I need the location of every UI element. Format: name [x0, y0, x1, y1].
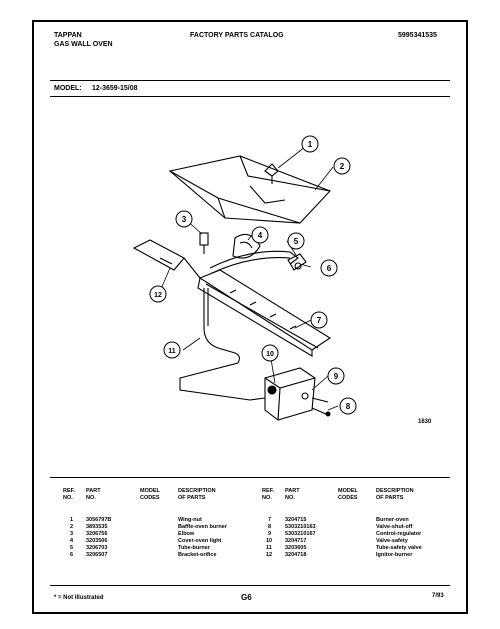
- burner-drawing: [198, 270, 330, 356]
- svg-text:6: 6: [326, 264, 332, 273]
- part-no: 3203506: [86, 538, 108, 544]
- svg-text:3: 3: [181, 215, 187, 224]
- ref-no: 12: [266, 552, 273, 558]
- svg-text:7: 7: [316, 316, 322, 325]
- part-desc: Elbow: [178, 531, 195, 537]
- hdr-ref: REF.: [63, 488, 75, 494]
- hdr-of-parts: OF PARTS: [178, 495, 206, 501]
- callout-1: [302, 136, 318, 152]
- header-divider: [50, 80, 450, 81]
- footnote: * = Not Illustrated: [54, 595, 104, 601]
- callout-6: [321, 260, 337, 276]
- hdr-part: PART: [86, 488, 101, 494]
- model-divider: [50, 96, 450, 97]
- svg-text:12: 12: [154, 292, 162, 299]
- part-no: 3206703: [86, 545, 108, 551]
- revision-date: 7/93: [432, 593, 444, 599]
- model-label: MODEL:: [54, 85, 82, 92]
- part-desc: Valve-safety: [376, 538, 408, 544]
- model-number: 12-3659-15/08: [92, 85, 138, 92]
- part-desc: Wing-nut: [178, 517, 202, 523]
- part-desc: Cover-oven light: [178, 538, 222, 544]
- part-desc: Control-regulator: [376, 531, 422, 537]
- svg-text:1: 1: [307, 140, 313, 149]
- ref-no: 7: [268, 517, 272, 523]
- table-divider: [50, 477, 450, 478]
- callout-10: [262, 345, 278, 361]
- part-desc: Baffle-oven burner: [178, 524, 227, 530]
- part-desc: Ignitor-burner: [376, 552, 413, 558]
- hdr-desc: DESCRIPTION: [178, 488, 216, 494]
- exploded-parts-diagram: [100, 128, 460, 448]
- part-desc: Burner-oven: [376, 517, 409, 523]
- footer-divider: [50, 585, 450, 586]
- ref-no: 5: [70, 545, 74, 551]
- valve-assembly-drawing: [265, 368, 330, 420]
- part-no: 3056797B: [86, 517, 112, 523]
- ref-no: 3: [70, 531, 74, 537]
- part-no: 3206756: [86, 531, 108, 537]
- svg-text:8: 8: [345, 402, 351, 411]
- hdr-desc-2: DESCRIPTION: [376, 488, 414, 494]
- catalog-title: FACTORY PARTS CATALOG: [190, 32, 284, 39]
- hdr-codes-2: CODES: [338, 495, 358, 501]
- svg-text:11: 11: [168, 348, 176, 355]
- page-number: G6: [241, 593, 252, 602]
- hdr-part-no-2: NO.: [285, 495, 295, 501]
- part-no: 3204717: [285, 538, 307, 544]
- part-desc: Bracket-orifice: [178, 552, 217, 558]
- part-no: 3204718: [285, 552, 307, 558]
- part-desc: Tube-safety valve: [376, 545, 422, 551]
- ref-no: 6: [70, 552, 74, 558]
- part-no: 3893535: [86, 524, 108, 530]
- part-desc: Tube-burner: [178, 545, 210, 551]
- part-no: 5303210167: [285, 531, 316, 537]
- hdr-of-parts-2: OF PARTS: [376, 495, 404, 501]
- callout-4: [252, 227, 268, 243]
- ignitor-drawing: [134, 240, 200, 278]
- callout-12: [150, 286, 166, 302]
- tube-burner-drawing: [210, 251, 298, 274]
- doc-number: 5995341535: [398, 32, 437, 39]
- ref-no: 1: [70, 517, 74, 523]
- callout-7: [311, 312, 327, 328]
- part-no: 3203605: [285, 545, 307, 551]
- callout-11: [164, 342, 180, 358]
- ref-no: 10: [266, 538, 273, 544]
- product-name: GAS WALL OVEN: [54, 41, 113, 48]
- svg-text:4: 4: [257, 231, 263, 240]
- hdr-ref-2: REF.: [262, 488, 274, 494]
- callout-2: [334, 158, 350, 174]
- hdr-model: MODEL: [140, 488, 160, 494]
- part-no: 5303210163: [285, 524, 316, 530]
- hdr-no: NO.: [63, 495, 73, 501]
- elbow-drawing: [200, 233, 208, 254]
- baffle-drawing: [170, 156, 330, 223]
- hdr-part-no: NO.: [86, 495, 96, 501]
- brand-name: TAPPAN: [54, 32, 82, 39]
- callout-8: [340, 398, 356, 414]
- figure-code: 1630: [418, 419, 432, 425]
- part-no: 3204715: [285, 517, 307, 523]
- hdr-part-2: PART: [285, 488, 300, 494]
- svg-text:2: 2: [339, 162, 345, 171]
- hdr-model-2: MODEL: [338, 488, 358, 494]
- svg-text:5: 5: [293, 237, 299, 246]
- svg-text:9: 9: [333, 372, 339, 381]
- callout-9: [328, 368, 344, 384]
- ref-no: 2: [70, 524, 74, 530]
- callout-3: [176, 211, 192, 227]
- callout-5: [288, 233, 304, 249]
- part-no: 3206507: [86, 552, 108, 558]
- part-desc: Valve-shut-off: [376, 524, 413, 530]
- ref-no: 4: [70, 538, 74, 544]
- orifice-bracket-drawing: [288, 254, 306, 270]
- ref-no: 9: [268, 531, 272, 537]
- svg-text:10: 10: [266, 351, 274, 358]
- ref-no: 11: [266, 545, 272, 551]
- hdr-no-2: NO.: [262, 495, 272, 501]
- hdr-codes: CODES: [140, 495, 160, 501]
- ref-no: 8: [268, 524, 272, 530]
